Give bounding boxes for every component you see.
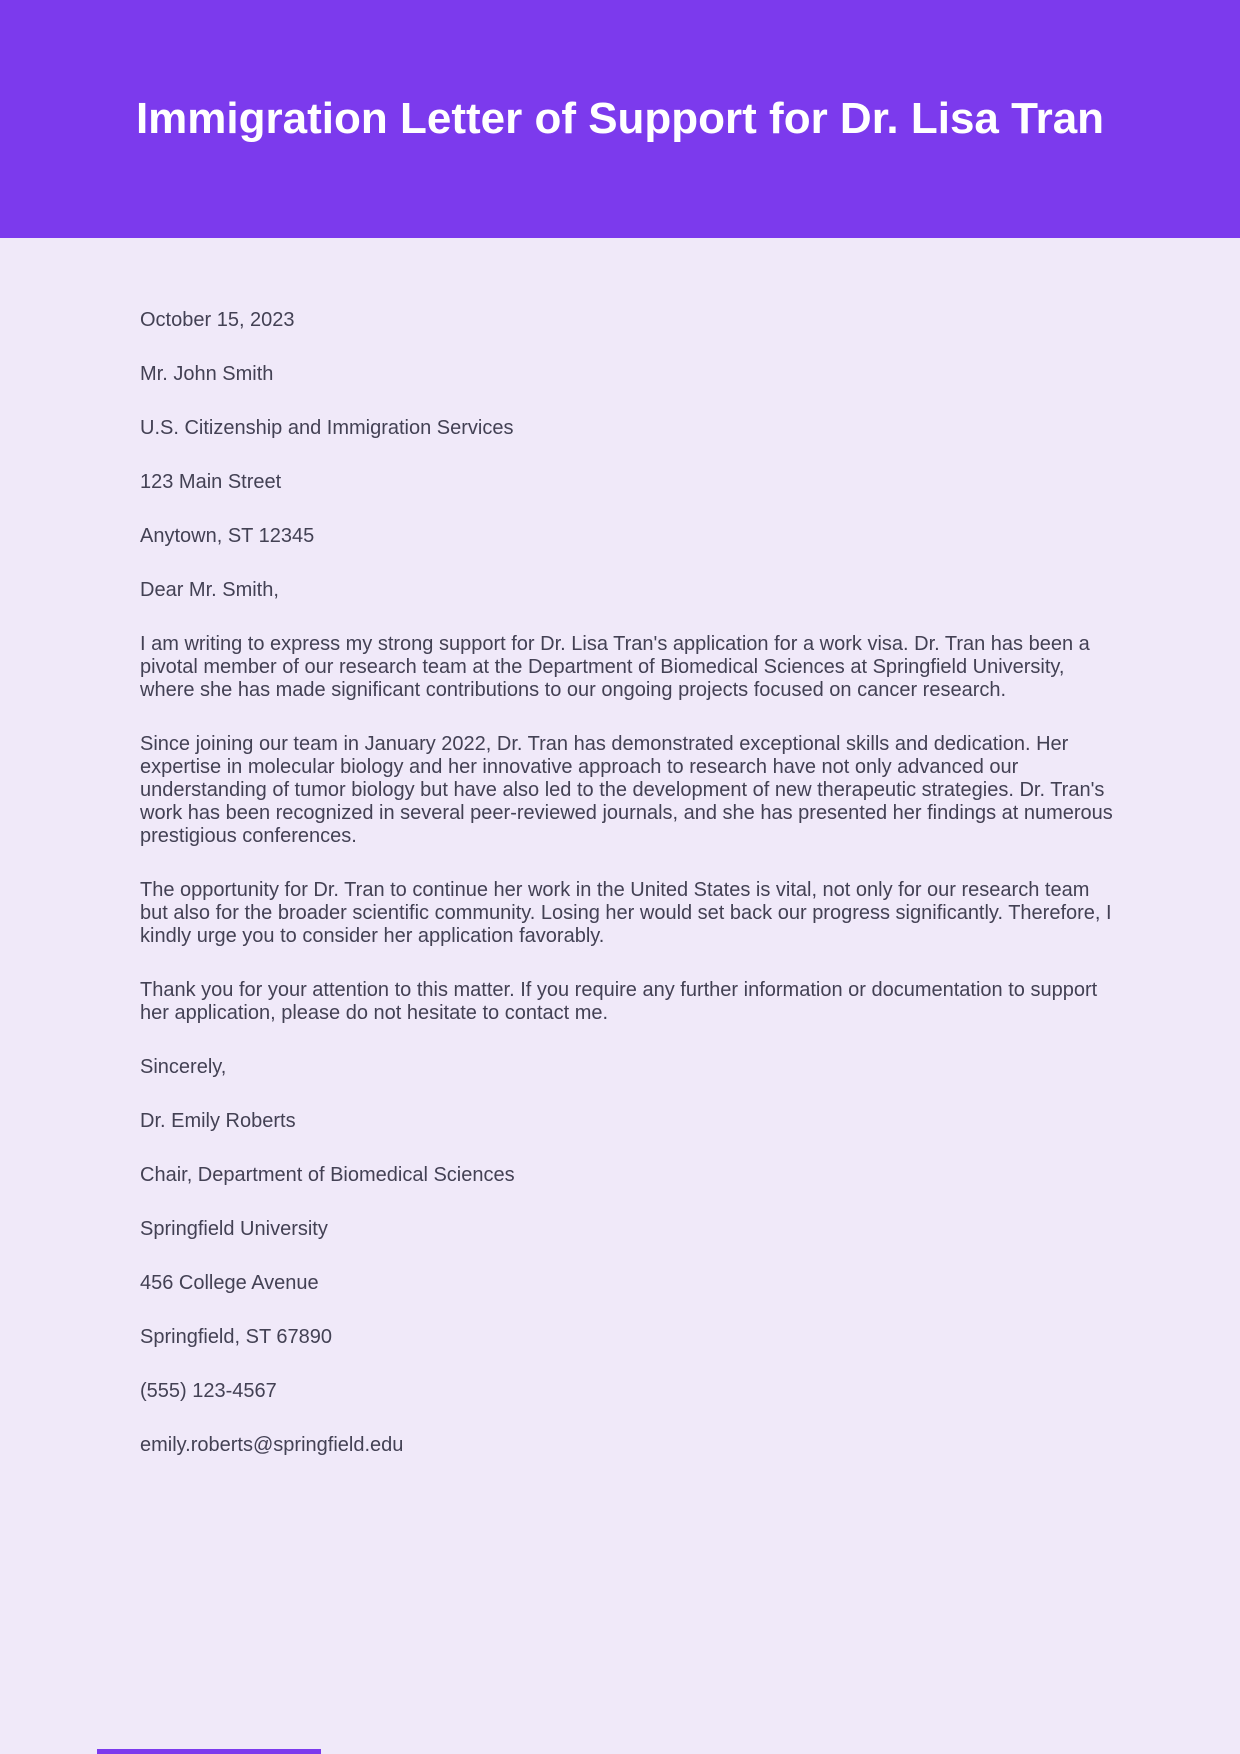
recipient-name: Mr. John Smith [140, 363, 274, 385]
letter-body [0, 238, 1240, 1457]
salutation: Dear Mr. Smith, [140, 579, 279, 601]
signature-city-state-zip: Springfield, ST 67890 [140, 1326, 332, 1348]
signature-name: Dr. Emily Roberts [140, 1110, 296, 1132]
bottom-accent-bar [97, 1749, 321, 1754]
signature-phone: (555) 123-4567 [140, 1380, 277, 1402]
letter-paragraph: The opportunity for Dr. Tran to continue her work in the United States is vital, not only for our research team but also for the broader scientific community. Losing her would set back our progress significantly. Therefore, I kindly urge you to consider her application favorably. [140, 879, 1112, 947]
letter-paragraph: Thank you for your attention to this matter. If you require any further information or documentation to support her application, please do not hesitate to contact me. [140, 979, 1098, 1024]
page-title: Immigration Letter of Support for Dr. Lisa Tran [135, 94, 1105, 143]
closing: Sincerely, [140, 1056, 227, 1078]
signature-title: Chair, Department of Biomedical Sciences [140, 1164, 515, 1186]
signature-street: 456 College Avenue [140, 1272, 319, 1294]
signature-email: emily.roberts@springfield.edu [140, 1434, 404, 1456]
letter-header [0, 0, 1240, 238]
recipient-organization: U.S. Citizenship and Immigration Services [140, 417, 514, 439]
recipient-city-state-zip: Anytown, ST 12345 [140, 525, 315, 547]
recipient-street: 123 Main Street [140, 471, 282, 493]
letter-date: October 15, 2023 [140, 309, 295, 331]
letter-paragraph: I am writing to express my strong support for Dr. Lisa Tran's application for a work visa. Dr. Tran has been a pivotal member of our research team at the Department of Biomedical Sciences at Springfield University, where she has made significant contributions to our ongoing projects focused on cancer research. [140, 633, 1090, 701]
signature-university: Springfield University [140, 1218, 328, 1240]
letter-paragraph: Since joining our team in January 2022, Dr. Tran has demonstrated exceptional skills and dedication. Her expertise in molecular biology and her innovative approach to research have not only advanced our understanding of tumor biology but have also led to the development of new therapeutic strategies. Dr. Tran's work has been recognized in several peer-reviewed journals, and she has presented her findings at numerous prestigious conferences. [140, 733, 1113, 847]
